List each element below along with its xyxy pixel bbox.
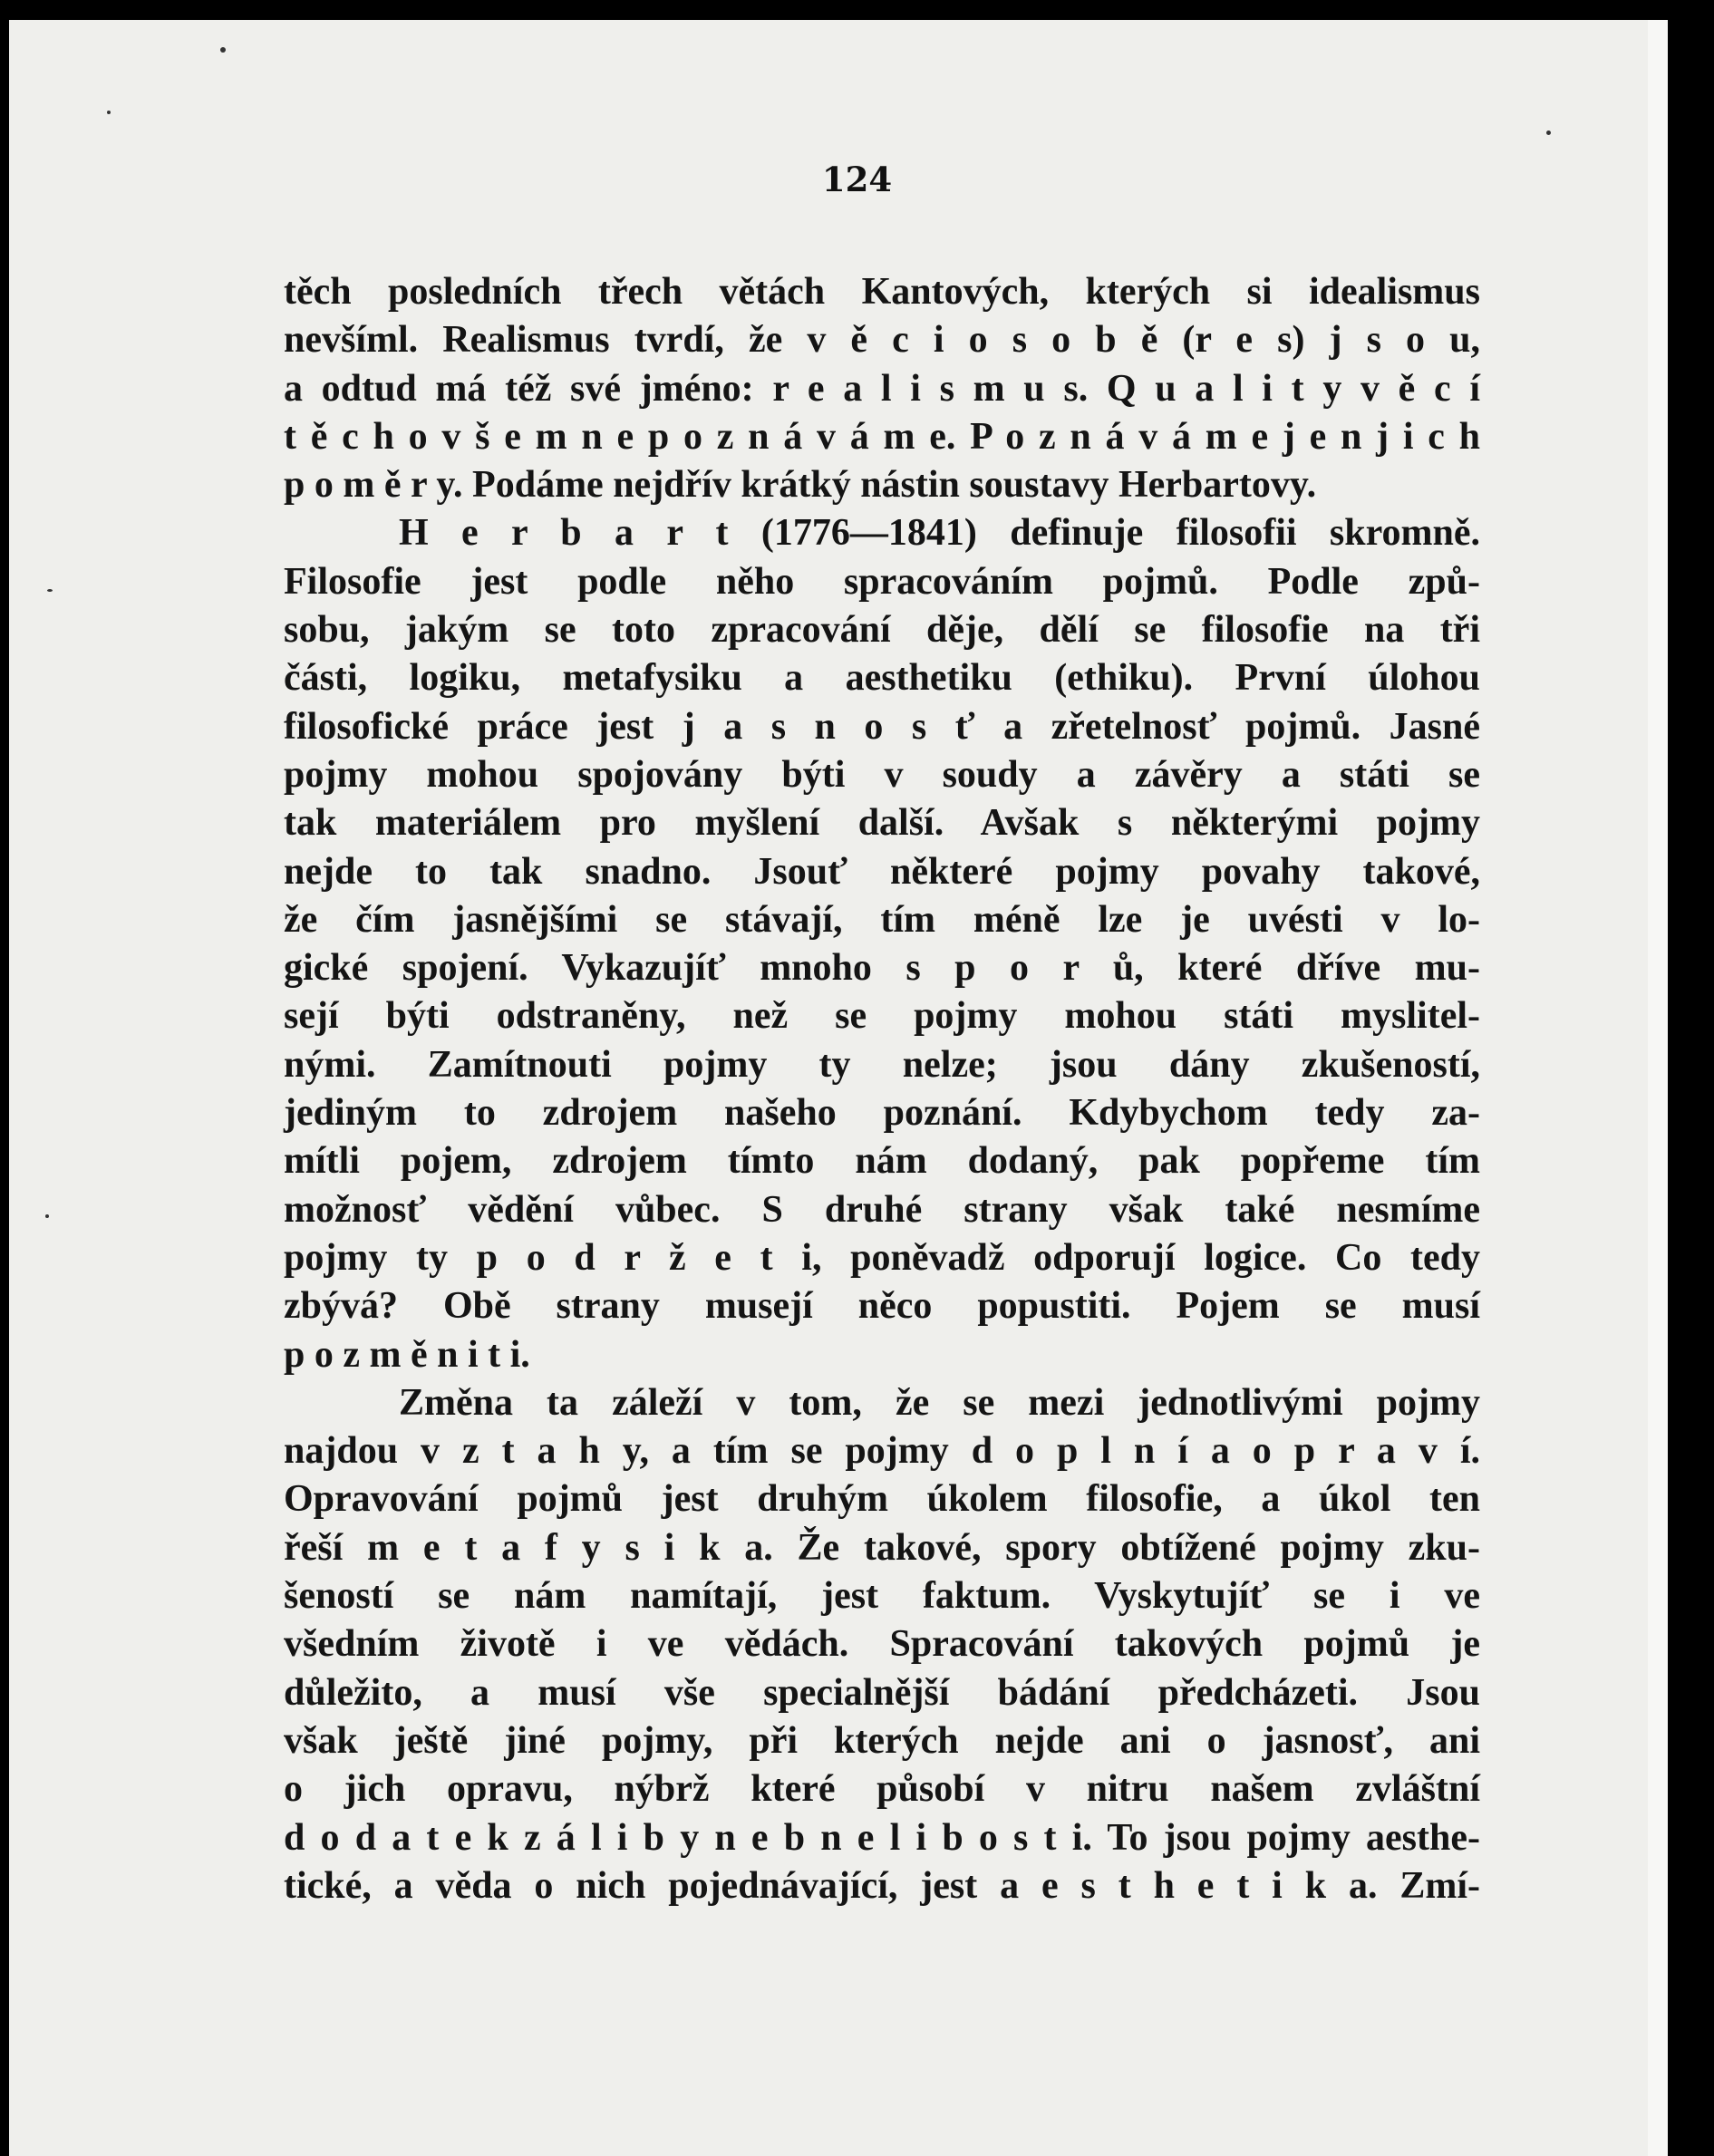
dust-speck (47, 589, 53, 592)
text-line: zbývá? Obě strany musejí něco popustiti. Pojem se musí (284, 1285, 1480, 1328)
text-line: filosofické práce jest j a s n o s ť a zřetelnosť pojmů. Jasné (284, 705, 1480, 748)
text-line: najdou v z t a h y, a tím se pojmy d o p l n í a o p r a v í. (284, 1430, 1480, 1473)
dust-speck (1546, 131, 1551, 135)
paragraph-start-line: Změna ta záleží v tom, že se mezi jednotlivými pojmy (399, 1381, 1480, 1424)
text-line: mítli pojem, zdrojem tímto nám dodaný, pak popřeme tím (284, 1140, 1480, 1183)
text-line: šeností se nám namítají, jest faktum. Vyskytujíť se i ve (284, 1575, 1480, 1618)
text-line: všedním životě i ve vědách. Spracování takových pojmů je (284, 1623, 1480, 1666)
text-line: nejde to tak snadno. Jsouť některé pojmy povahy takové, (284, 850, 1480, 893)
text-line: Filosofie jest podle něho spracováním pojmů. Podle způ- (284, 560, 1480, 603)
text-line: d o d a t e k z á l i b y n e b n e l i b o s t i. To jsou pojmy aesthe- (284, 1816, 1480, 1859)
text-line: řeší m e t a f y s i k a. Že takové, spory obtížené pojmy zku- (284, 1526, 1480, 1569)
text-line: tické, a věda o nich pojednávající, jest a e s t h e t i k a. Zmí- (284, 1864, 1480, 1907)
text-line: možnosť vědění vůbec. S druhé strany však také nesmíme (284, 1188, 1480, 1231)
text-line: o jich opravu, nýbrž které působí v nitru našem zvláštní (284, 1768, 1480, 1811)
text-line: tak materiálem pro myšlení další. Avšak s některými pojmy (284, 802, 1480, 845)
body-text (284, 268, 1480, 1910)
text-line: že čím jasnějšími se stávají, tím méně lze je uvésti v lo- (284, 898, 1480, 941)
dust-speck (220, 47, 226, 53)
text-line: sejí býti odstraněny, než se pojmy mohou státi myslitel- (284, 995, 1480, 1038)
text-line: však ještě jiné pojmy, při kterých nejde ani o jasnosť, ani (284, 1719, 1480, 1762)
text-line: Opravování pojmů jest druhým úkolem filosofie, a úkol ten (284, 1478, 1480, 1521)
text-line: části, logiku, metafysiku a aesthetiku (ethiku). První úlohou (284, 657, 1480, 700)
text-line: gické spojení. Vykazujíť mnoho s p o r ů, které dříve mu- (284, 947, 1480, 990)
text-line: a odtud má též své jméno: r e a l i s m u s. Q u a l i t y v ě c í (284, 367, 1480, 410)
dust-speck (45, 1214, 49, 1218)
text-line: t ě c h o v š e m n e p o z n á v á m e. P o z n á v á m e j e n j i c h (284, 415, 1480, 458)
page-edge (1648, 20, 1668, 2156)
page-number: 124 (821, 160, 893, 199)
text-line: pojmy mohou spojovány býti v soudy a závěry a státi se (284, 753, 1480, 796)
text-line: nevšíml. Realismus tvrdí, že v ě c i o s o b ě (r e s) j s o u, (284, 319, 1480, 362)
text-line: nými. Zamítnouti pojmy ty nelze; jsou dány zkušeností, (284, 1043, 1480, 1086)
text-line: p o m ě r y. Podáme nejdřív krátký nástin soustavy Herbartovy. (284, 464, 1317, 507)
text-line: pojmy ty p o d r ž e t i, poněvadž odporují logice. Co tedy (284, 1236, 1480, 1279)
text-line: p o z m ě n i t i. (284, 1333, 530, 1376)
dust-speck (107, 111, 111, 114)
text-line: jediným to zdrojem našeho poznání. Kdybychom tedy za- (284, 1092, 1480, 1135)
text-line: důležito, a musí vše specialnější bádání předcházeti. Jsou (284, 1671, 1480, 1714)
paragraph-start-line: H e r b a r t (1776—1841) definuje filosofii skromně. (399, 512, 1480, 555)
text-line: těch posledních třech větách Kantových, kterých si idealismus (284, 271, 1480, 313)
text-line: sobu, jakým se toto zpracování děje, dělí se filosofie na tři (284, 609, 1480, 652)
